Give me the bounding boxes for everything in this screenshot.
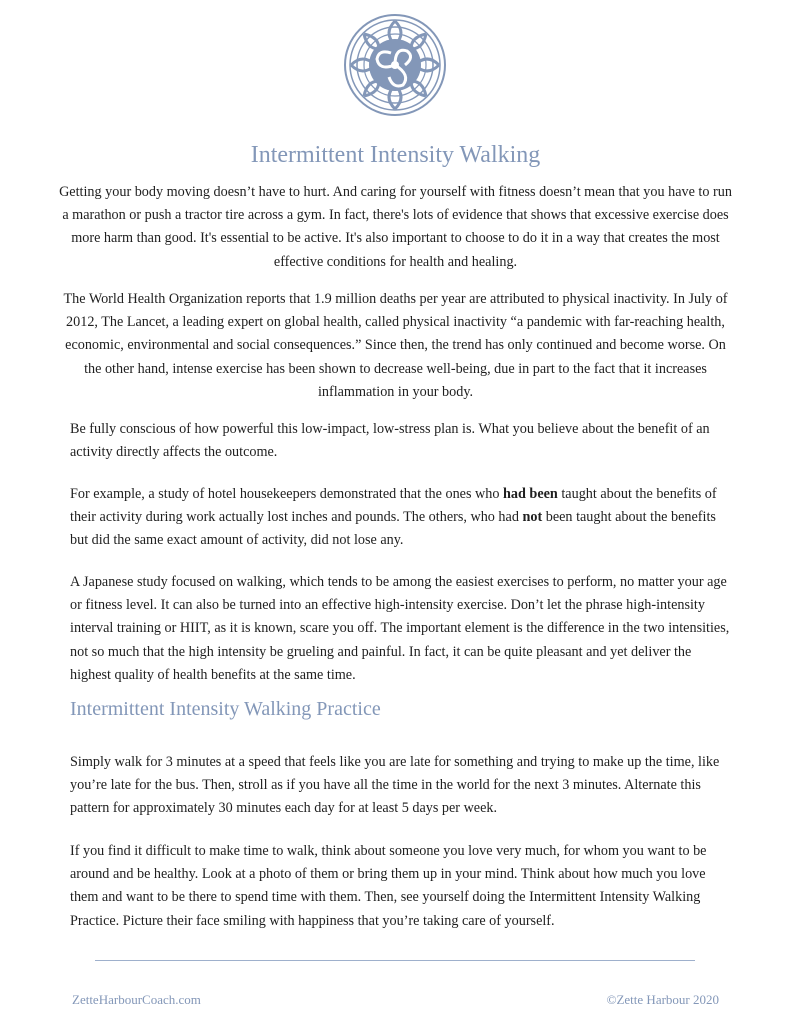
page-title: Intermittent Intensity Walking	[250, 142, 541, 168]
housekeepers-text-part2: taught about the benefits of their activity during work actually lost inches and pounds. The others, who had	[70, 486, 717, 526]
housekeepers-study-paragraph	[70, 483, 730, 553]
intro-paragraph: Getting your body moving doesn’t have to hurt. And caring for yourself with fitness doesn’t mean that you have to run a marathon or push a tractor tire across a gym. In fact, there's lots of evidence that shows that excessive exercise does more harm than good. It's essential to be active. It's also important to choose to do it in a way that creates the most effective conditions for health and healing.	[59, 184, 732, 270]
celtic-knot-logo-icon	[343, 13, 447, 117]
footer-divider	[95, 960, 695, 961]
motivation-paragraph: If you find it difficult to make time to walk, think about someone you love very much, for whom you want to be around and be healthy. Look at a photo of them or bring them up in your mind. Think about how much you love them and want to be there to spend time with them. Then, see yourself doing the Intermittent Intensity Walking Practice. Picture their face smiling with happiness that you’re taking care of yourself.	[70, 843, 707, 929]
housekeepers-bold-had-been: had been	[503, 486, 558, 502]
practice-instructions-paragraph: Simply walk for 3 minutes at a speed that feels like you are late for something and trying to make up the time, like you’re late for the bus. Then, stroll as if you have all the time in the world for the next 3 minutes. Alternate this pattern for approximately 30 minutes each day for at least 5 days per week.	[70, 754, 720, 817]
japanese-study-paragraph: A Japanese study focused on walking, which tends to be among the easiest exercises to perform, no matter your age or fitness level. It can also be turned into an effective high-intensity exercise. Don’t let the phrase high-intensity interval training or HIIT, as it is known, scare you off. The important element is the difference in the two intensities, not so much that the high intensity be grueling and painful. In fact, it can be quite pleasant and yet deliver the highest quality of health benefits at the same time.	[70, 574, 730, 683]
who-inactivity-paragraph: The World Health Organization reports that 1.9 million deaths per year are attributed to physical inactivity. In July of 2012, The Lancet, a leading expert on global health, called physical inactivity “a pandemic with far-reaching health, economic, environmental and social consequences.” Since then, the trend has only continued and become worse. On the other hand, intense exercise has been shown to decrease well-being, due in part to the fact that it increases inflammation in your body.	[63, 291, 728, 400]
housekeepers-text-part3: been taught about the benefits but did the same exact amount of activity, did not lose any.	[70, 509, 716, 549]
practice-subheading: Intermittent Intensity Walking Practice	[70, 698, 381, 720]
housekeepers-bold-not: not	[522, 509, 543, 526]
footer-website-link[interactable]: ZetteHarbourCoach.com	[72, 992, 201, 1007]
conscious-plan-paragraph: Be fully conscious of how powerful this low-impact, low-stress plan is. What you believe about the benefit of an activity directly affects the outcome.	[70, 421, 710, 461]
footer-copyright: ©Zette Harbour 2020	[606, 992, 719, 1007]
celtic-knot-logo-svg	[343, 13, 447, 117]
housekeepers-text-part1: For example, a study of hotel housekeepers demonstrated that the ones who	[70, 486, 504, 502]
